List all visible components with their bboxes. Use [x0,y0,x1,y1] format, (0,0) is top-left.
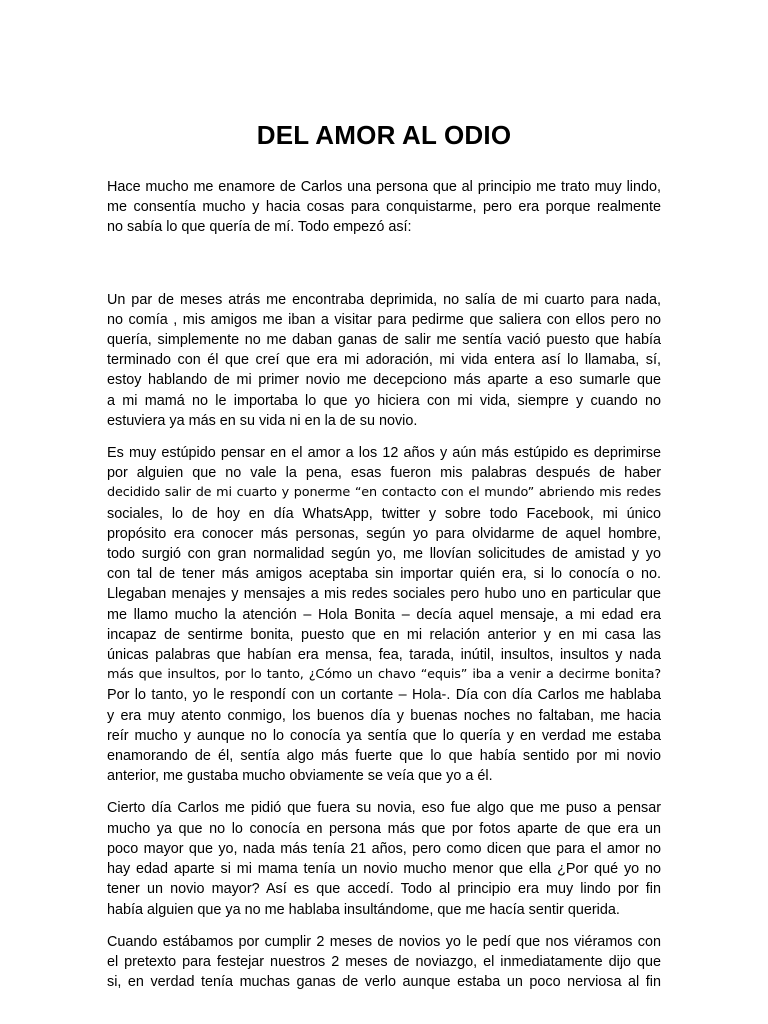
text-line: me consentía mucho y hacia cosas para conquistarme, pero era porque realmente [107,199,661,216]
text-line: no sabía lo que quería de mí. Todo empezó así: [107,219,412,236]
text-line: quería, simplemente no me daban ganas de salir me sentía vació puesto que había [107,332,661,349]
text-line: hay edad aparte si mi mama tenía un novio mucho menor que ella ¿Por qué yo no [107,861,661,878]
text-line: tener un novio mayor? Así es que accedí. Todo al principio era muy lindo por fin [107,881,661,898]
text-line: reír mucho y aunque no lo conocía ya sentía que lo quería y en verdad me estaba [107,727,661,744]
text-line: todo surgió con gran normalidad según yo, me llovían solicitudes de amistad y yo [107,546,661,563]
text-line: más que insultos, por lo tanto, ¿Cómo un chavo “equis” iba a venir a decirme bonita? [107,667,661,683]
text-line: anterior, me gustaba mucho obviamente se veía que yo a él. [107,768,493,785]
text-line: propósito era conocer más personas, según yo para olvidarme de aquel hombre, [107,525,661,542]
text-line: incapaz de sentirme bonita, puesto que en mi relación anterior y en mi casa las [107,626,661,643]
text-line: decidido salir de mi cuarto y ponerme “en contacto con el mundo” abriendo mis redes [107,485,661,501]
text-line: Es muy estúpido pensar en el amor a los 12 años y aún más estúpido es deprimirse [107,445,661,462]
text-line: mucho ya que no lo conocía en persona más que por fotos aparte de que era un [107,820,661,837]
text-line: Un par de meses atrás me encontraba deprimida, no salía de mi cuarto para nada, [107,291,661,308]
document-title: DEL AMOR AL ODIO [256,120,512,150]
document-body [107,177,661,992]
paragraph-intro [107,177,661,238]
text-line: había alguien que ya no me hablaba insultándome, que me hacía sentir querida. [107,901,620,918]
text-line: por alguien que no vale la pena, esas fueron mis palabras después de haber [107,465,661,482]
paragraph [107,932,661,993]
text-line: Hace mucho me enamore de Carlos una persona que al principio me trato muy lindo, [107,179,661,195]
text-line: Llegaban menajes y mensajes a mis redes sociales pero hubo uno en particular que [107,586,661,603]
text-line: a mi mamá no le importaba lo que yo hiciera con mi vida, siempre y cuando no [107,392,661,409]
paragraph [107,290,661,431]
text-line: sociales, lo de hoy en día WhatsApp, twitter y sobre todo Facebook, mi único [107,505,661,522]
text-line: con tal de tener más amigos aceptaba sin importar quién era, si lo conocía o no. [107,566,661,583]
paragraph [107,443,661,786]
text-line: terminado con él que creí que era mi adoración, mi vida entera así lo llamaba, sí, [107,352,661,369]
text-line: el pretexto para festejar nuestros 2 meses de noviazgo, el inmediatamente dijo que [107,953,661,970]
paragraph [107,798,661,919]
text-line: y era muy atento conmigo, los buenos día y buenas noches no faltaban, me hacia [107,707,661,724]
text-line: Cuando estábamos por cumplir 2 meses de novios yo le pedí que nos viéramos con [107,933,661,950]
text-line: Por lo tanto, yo le respondí con un cortante – Hola-. Día con día Carlos me hablaba [107,687,661,704]
text-line: si, en verdad tenía muchas ganas de verlo aunque estaba un poco nerviosa al fin [107,974,661,991]
text-line: me llamo mucho la atención – Hola Bonita – decía aquel mensaje, a mi edad era [107,606,661,623]
text-line: estoy hablando de mi primer novio me decepciono más aparte a eso sumarle que [107,372,661,389]
text-line: estuviera ya más en su vida ni en la de su novio. [107,412,418,429]
text-line: no comía , mis amigos me iban a visitar para pedirme que saliera con ellos pero no [107,311,661,328]
text-line: poco mayor que yo, nada más tenía 21 años, pero como dicen que para el amor no [107,840,661,857]
text-line: únicas palabras que habían era mensa, fea, tarada, inútil, insultos, insultos y nada [107,647,661,664]
text-line: Cierto día Carlos me pidió que fuera su novia, eso fue algo que me puso a pensar [107,800,661,817]
text-line: enamorando de él, sentía algo más fuerte que lo que había sentido por mi novio [107,748,661,765]
